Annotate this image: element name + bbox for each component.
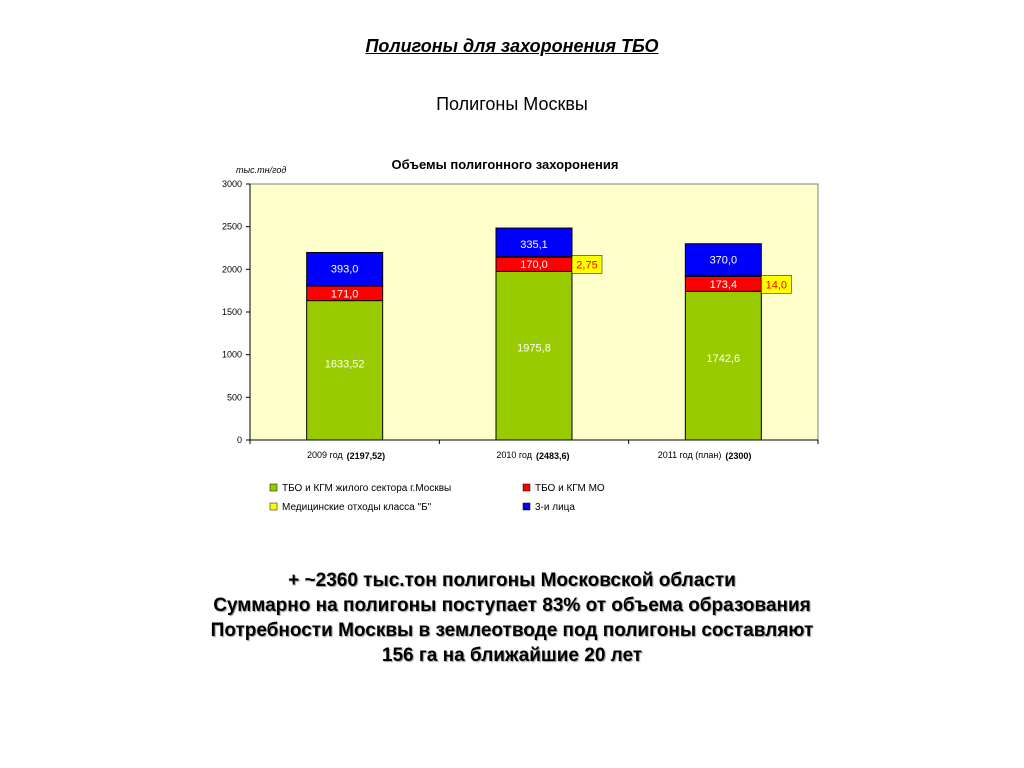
chart-title: Объемы полигонного захоронения — [391, 157, 619, 172]
legend-swatch — [523, 484, 530, 491]
x-tick-label: 2009 год — [306, 450, 343, 460]
data-label: 335,1 — [520, 239, 548, 252]
x-tick-label: 2010 год — [496, 450, 532, 460]
y-tick-label: 2000 — [221, 264, 242, 275]
category-total-label: (2483,6) — [536, 451, 570, 461]
data-label: 1975,8 — [517, 342, 551, 355]
data-label: 2,75 — [576, 259, 598, 272]
legend-label: ТБО и КГМ МО — [535, 483, 605, 494]
y-axis-label: тыс.тн/год — [236, 165, 287, 175]
y-tick-label: 500 — [226, 392, 242, 403]
y-tick-label: 1500 — [221, 307, 242, 317]
bar-segment — [685, 291, 761, 440]
legend-swatch — [270, 503, 277, 510]
y-tick-label: 0 — [236, 435, 242, 445]
legend-label: ТБО и КГМ жилого сектора г.Москвы — [282, 483, 452, 494]
footer-line-2: Суммарно на полигоны поступает 83% от объема образования — [213, 595, 811, 616]
data-label: 14,0 — [765, 279, 788, 292]
category-total-label: (2197,52) — [346, 451, 386, 461]
data-label: 171,0 — [330, 288, 359, 301]
slide-title: Полигоны для захоронения ТБО — [365, 36, 659, 56]
data-label: 170,0 — [520, 259, 548, 272]
y-tick-label: 3000 — [221, 179, 242, 189]
y-tick-label: 1000 — [221, 349, 242, 360]
legend-label: 3-и лица — [535, 502, 575, 513]
footer-line-3: Потребности Москвы в землеотводе под полигоны составляют — [210, 620, 814, 641]
legend-swatch — [270, 484, 277, 491]
bar-segment — [496, 271, 572, 440]
x-tick-label: 2011 год (план) — [657, 450, 722, 460]
legend-swatch — [523, 503, 530, 510]
footer-line-4: 156 га на ближайшие 20 лет — [381, 645, 643, 666]
data-label: 370,0 — [709, 254, 738, 267]
data-label: 173,4 — [709, 278, 738, 291]
data-label: 1633,52 — [324, 358, 365, 371]
legend-label: Медицинские отходы класса "Б" — [282, 502, 432, 513]
slide-subtitle: Полигоны Москвы — [436, 94, 588, 114]
category-total-label: (2300) — [725, 451, 752, 461]
data-label: 393,0 — [330, 263, 359, 276]
footer-line-1: + ~2360 тыс.тон полигоны Московской области — [288, 570, 736, 591]
y-tick-label: 2500 — [221, 221, 242, 232]
data-label: 1742,6 — [706, 353, 741, 366]
